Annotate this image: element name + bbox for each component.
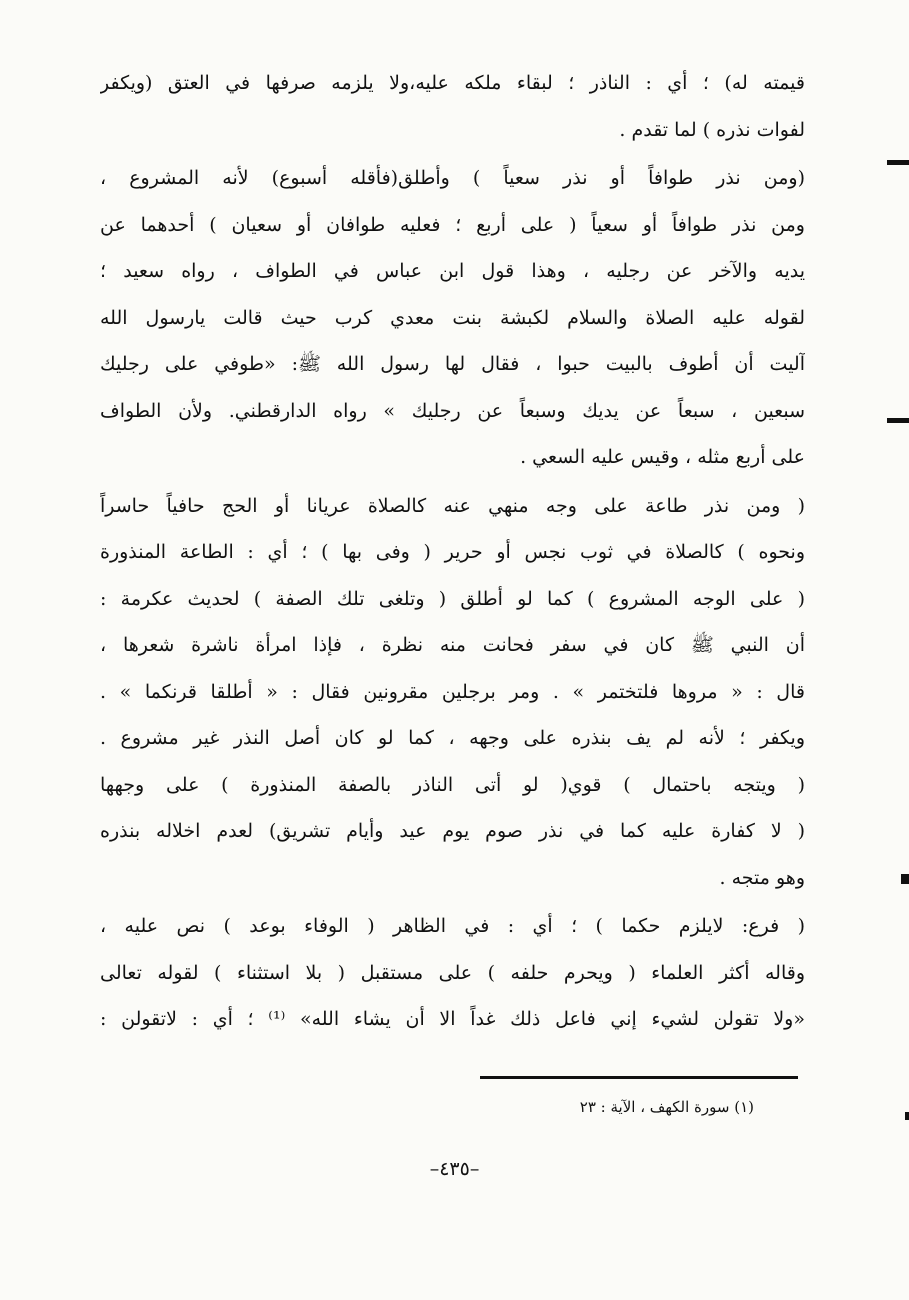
text-line: قال : « مروها فلتختمر » . ومر برجلين مقرونين فقال : « أطلقا قرنكما » . <box>100 680 805 703</box>
text-line: وهو متجه . <box>719 866 805 889</box>
text-line: (ومن نذر طوافاً أو نذر سعياً ) وأطلق(فأقله أسبوع) لأنه المشروع ، <box>100 167 805 189</box>
text-line: ( ويتجه باحتمال ) قوي( لو أتى الناذر بالصفة المنذورة ) على وجهها <box>100 773 805 796</box>
text-line: وقاله أكثر العلماء ( ويحرم حلفه ) على مستقبل ( بلا استثناء ) لقوله تعالى <box>100 961 805 984</box>
text-line: ويكفر ؛ لأنه لم يف بنذره على وجهه ، كما لو كان أصل النذر غير مشروع . <box>100 727 805 749</box>
margin-mark <box>887 160 909 165</box>
text-line: على أربع مثله ، وقيس عليه السعي . <box>520 446 805 468</box>
text-line: آليت أن أطوف بالبيت حبوا ، فقال لها رسول الله ﷺ: «طوفي على رجليك <box>100 353 805 375</box>
margin-mark <box>905 1112 909 1120</box>
footnote-divider <box>480 1076 798 1079</box>
text-line: «ولا تقولن لشيء إني فاعل ذلك غداً الا أن يشاء الله» ⁽¹⁾ ؛ أي : لاتقولن : <box>100 1008 805 1030</box>
body-text <box>100 60 805 1043</box>
text-line: لقوله عليه الصلاة والسلام لكبشة بنت معدي كرب حيث قالت يارسول الله <box>100 306 805 329</box>
text-line: لفوات نذره ) لما تقدم . <box>619 118 805 141</box>
text-line: يديه والآخر عن رجليه ، وهذا قول ابن عباس في الطواف ، رواه سعيد ؛ <box>100 260 805 282</box>
text-line: ( لا كفارة عليه كما في نذر صوم يوم عيد وأيام تشريق) لعدم اخلاله بنذره <box>100 820 805 842</box>
text-line: ( ومن نذر طاعة على وجه منهي عنه كالصلاة عريانا أو الحج حافياً حاسراً <box>100 494 805 517</box>
margin-mark <box>887 418 909 423</box>
text-line: ( على الوجه المشروع ) كما لو أطلق ( وتلغى تلك الصفة ) لحديث عكرمة : <box>100 587 805 610</box>
page-number: –٤٣٥– <box>429 1158 480 1180</box>
text-line: أن النبي ﷺ كان في سفر فحانت منه نظرة ، فإذا امرأة ناشرة شعرها ، <box>100 634 805 656</box>
text-line: ونحوه ) كالصلاة في ثوب نجس أو حرير ( وفى بها ) ؛ أي : الطاعة المنذورة <box>100 541 805 563</box>
text-line: ومن نذر طوافاً أو سعياً ( على أربع ؛ فعليه طوافان أو سعيان ) أحدهما عن <box>100 213 805 236</box>
margin-mark <box>901 874 909 884</box>
text-line: سبعين ، سبعاً عن يديك وسبعاً عن رجليك » رواه الدارقطني. ولأن الطواف <box>100 399 805 422</box>
footnote: (١) سورة الكهف ، الآية : ٢٣ <box>579 1098 754 1116</box>
text-line: ( فرع: لايلزم حكما ) ؛ أي : في الظاهر ( الوفاء بوعد ) نص عليه ، <box>100 915 805 937</box>
text-line: قيمته له) ؛ أي : الناذر ؛ لبقاء ملكه عليه،ولا يلزمه صرفها في العتق (ويكفر <box>100 72 805 94</box>
